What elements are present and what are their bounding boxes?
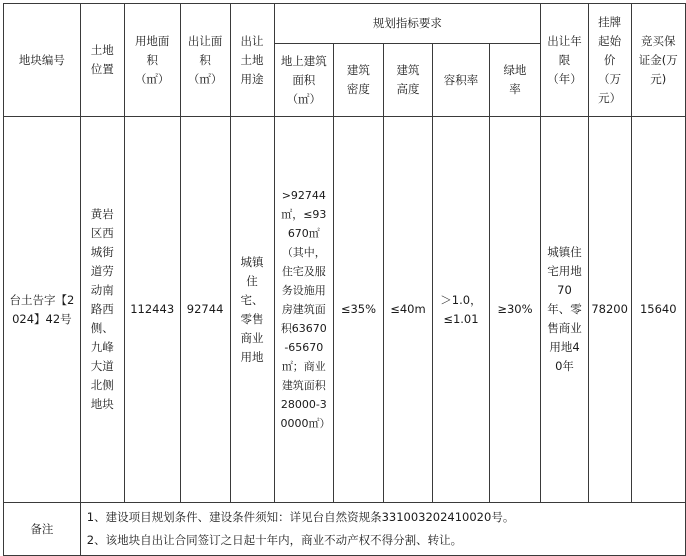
header-above-floor-area: 地上建筑面积（㎡） [274,44,334,117]
cell-height: ≤40m [383,117,433,503]
header-plot-ratio: 容积率 [433,44,489,117]
remarks-label: 备注 [4,503,81,556]
remark-line-2: 2、该地块自出让合同签订之日起十年内，商业不动产权不得分割、转让。 [86,533,463,547]
remarks-row [4,503,686,556]
header-green-ratio: 绿地率 [489,44,541,117]
cell-term: 城镇住宅用地70年、零售商业用地40年 [541,117,589,503]
remarks-content [80,503,685,556]
cell-green-ratio: ≥30% [489,117,541,503]
cell-above-floor-area: >92744㎡，≤93670㎡（其中，住宅及服务设施用房建筑面积63670-65670㎡；商业建筑面积28000-30000㎡） [274,117,334,503]
remark-line-1: 1、建设项目规划条件、建设条件须知：详见台自然资规条331003202410020号。 [86,510,515,524]
cell-total-area: 112443 [124,117,180,503]
header-start-price: 挂牌起始价（万元） [588,4,631,117]
cell-sale-area: 92744 [180,117,230,503]
cell-start-price: 78200 [588,117,631,503]
header-land-use: 出让土地用途 [230,4,274,117]
header-density: 建筑密度 [334,44,384,117]
data-row [4,117,686,503]
header-location: 土地位置 [80,4,124,117]
header-total-area: 用地面积（㎡） [124,4,180,117]
cell-plot-ratio: ＞1.0，≤1.01 [433,117,489,503]
cell-location: 黄岩区西城街道劳动南路西侧、九峰大道北侧地块 [80,117,124,503]
header-deposit: 竞买保证金(万元) [631,4,685,117]
header-parcel-no: 地块编号 [4,4,81,117]
header-planning-group: 规划指标要求 [274,4,541,44]
header-term: 出让年限（年） [541,4,589,117]
cell-land-use: 城镇住宅、零售商业用地 [230,117,274,503]
header-height: 建筑高度 [383,44,433,117]
cell-deposit: 15640 [631,117,685,503]
cell-parcel-no: 台土告字【2024】42号 [4,117,81,503]
header-sale-area: 出让面积（㎡） [180,4,230,117]
header-row-top [4,4,686,44]
land-transfer-table [3,3,686,556]
cell-density: ≤35% [334,117,384,503]
